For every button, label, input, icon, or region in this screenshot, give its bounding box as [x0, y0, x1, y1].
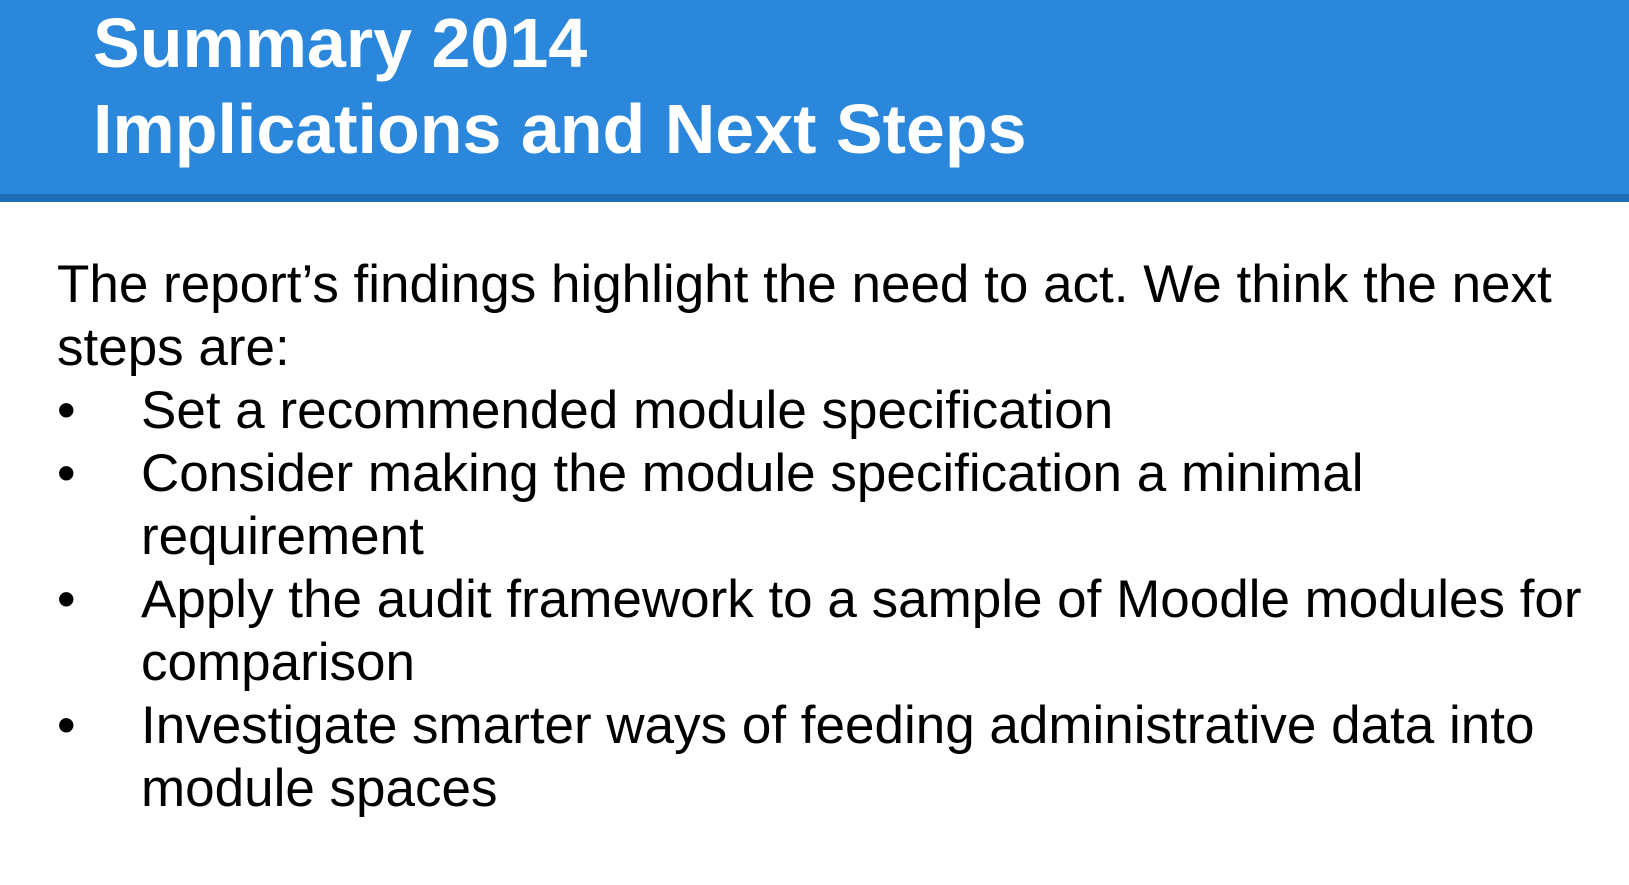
list-item-text: Apply the audit framework to a sample of Moodle modules for comparison: [141, 570, 1582, 692]
slide-title-line-2: Implications and Next Steps: [93, 90, 1027, 168]
list-item: [57, 442, 1629, 568]
bullet-icon: •: [57, 444, 76, 503]
list-item-text: Investigate smarter ways of feeding administrative data into module spaces: [141, 696, 1535, 818]
list-item: [57, 379, 1629, 442]
bullet-icon: •: [57, 381, 76, 440]
slide-body: [57, 253, 1597, 820]
list-item-text: Set a recommended module specification: [141, 381, 1114, 440]
slide-title-line-1: Summary 2014: [93, 4, 588, 82]
next-steps-list: [57, 379, 1597, 820]
list-item: [57, 694, 1629, 820]
bullet-icon: •: [57, 696, 76, 755]
list-item-text: Consider making the module specification a minimal requirement: [141, 444, 1364, 566]
title-banner-rule: [0, 194, 1629, 202]
intro-paragraph: The report’s findings highlight the need to act. We think the next steps are:: [57, 255, 1552, 377]
list-item: [57, 568, 1629, 694]
bullet-icon: •: [57, 570, 76, 629]
slide-title: [93, 0, 1027, 172]
